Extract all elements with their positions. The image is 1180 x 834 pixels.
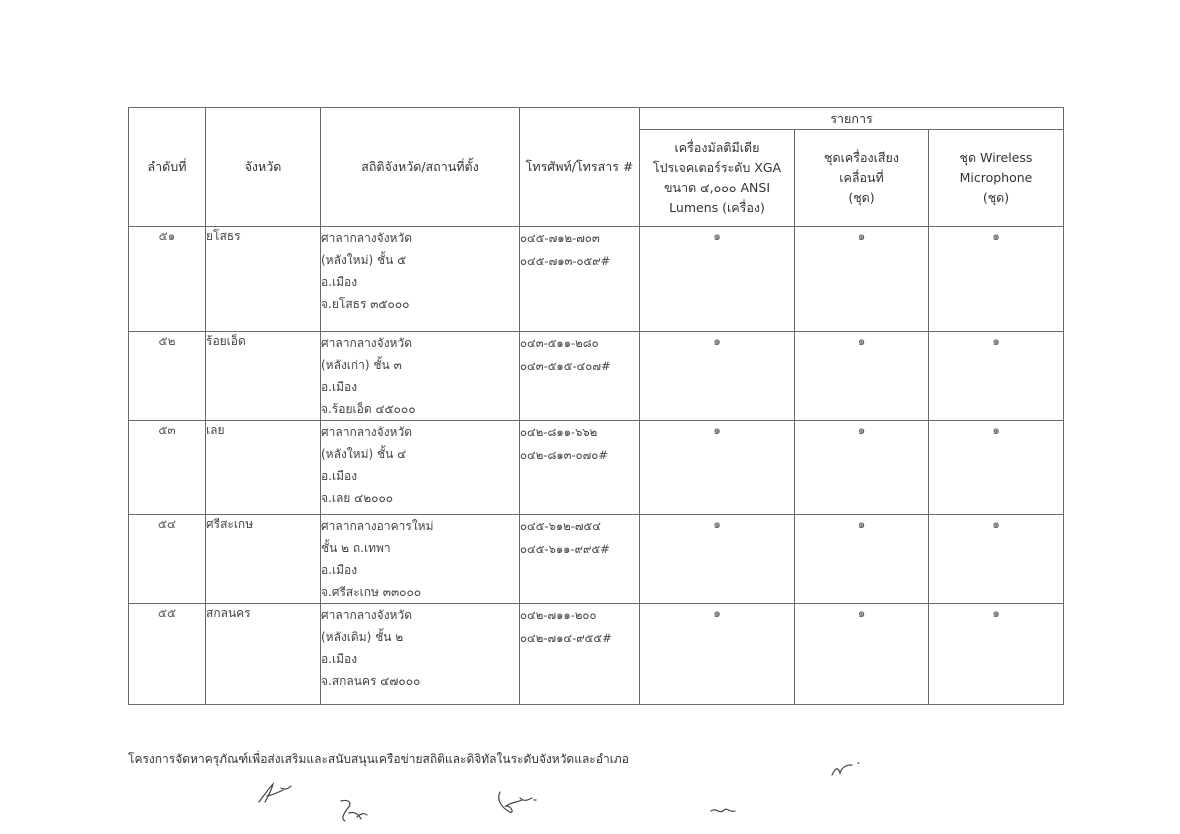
header-items-group: รายการ bbox=[640, 108, 1064, 130]
equipment-table bbox=[128, 107, 1064, 705]
table-row bbox=[129, 227, 1064, 332]
header-sound-system: ชุดเครื่องเสียง เคลื่อนที่ (ชุด) bbox=[795, 130, 929, 227]
row-address: ศาลากลางอาคารใหม่ ชั้น ๒ ถ.เทพา อ.เมือง จ.ศรีสะเกษ ๓๓๐๐๐ bbox=[321, 515, 520, 604]
row-phones: ๐๔๕-๗๑๒-๗๐๓ ๐๔๕-๗๑๓-๐๕๙# bbox=[520, 227, 640, 332]
header-office: สถิติจังหวัด/สถานที่ตั้ง bbox=[321, 108, 520, 227]
table-row bbox=[129, 604, 1064, 705]
row-projector-qty: ๑ bbox=[640, 227, 795, 332]
row-province: ยโสธร bbox=[206, 227, 321, 332]
table-row bbox=[129, 515, 1064, 604]
row-sound-qty: ๑ bbox=[795, 227, 929, 332]
header-projector: เครื่องมัลติมีเดีย โปรเจคเตอร์ระดับ XGA ขนาด ๔,๐๐๐ ANSI Lumens (เครื่อง) bbox=[640, 130, 795, 227]
row-address: ศาลากลางจังหวัด (หลังเดิม) ชั้น ๒ อ.เมือง จ.สกลนคร ๔๗๐๐๐ bbox=[321, 604, 520, 705]
row-number: ๕๒ bbox=[129, 332, 206, 421]
row-sound-qty: ๑ bbox=[795, 604, 929, 705]
row-province: สกลนคร bbox=[206, 604, 321, 705]
table-row bbox=[129, 332, 1064, 421]
row-province: ศรีสะเกษ bbox=[206, 515, 321, 604]
row-phones: ๐๔๕-๖๑๒-๗๕๔ ๐๔๕-๖๑๑-๙๙๕# bbox=[520, 515, 640, 604]
footer-project-title: โครงการจัดหาครุภัณฑ์เพื่อส่งเสริมและสนับสนุนเครือข่ายสถิติและดิจิทัลในระดับจังหวัดและอำเภอ bbox=[128, 752, 629, 766]
row-number: ๕๕ bbox=[129, 604, 206, 705]
row-mic-qty: ๑ bbox=[929, 227, 1064, 332]
row-address: ศาลากลางจังหวัด (หลังใหม่) ชั้น ๔ อ.เมือง จ.เลย ๔๒๐๐๐ bbox=[321, 421, 520, 515]
header-province: จังหวัด bbox=[206, 108, 321, 227]
signature-mark bbox=[335, 795, 371, 825]
row-number: ๕๔ bbox=[129, 515, 206, 604]
row-projector-qty: ๑ bbox=[640, 421, 795, 515]
signature-mark bbox=[255, 780, 295, 806]
row-mic-qty: ๑ bbox=[929, 604, 1064, 705]
row-sound-qty: ๑ bbox=[795, 421, 929, 515]
row-mic-qty: ๑ bbox=[929, 421, 1064, 515]
row-projector-qty: ๑ bbox=[640, 515, 795, 604]
row-phones: ๐๔๓-๕๑๑-๒๘๐ ๐๔๓-๕๑๕-๔๐๗# bbox=[520, 332, 640, 421]
row-mic-qty: ๑ bbox=[929, 515, 1064, 604]
header-phone: โทรศัพท์/โทรสาร # bbox=[520, 108, 640, 227]
row-number: ๕๑ bbox=[129, 227, 206, 332]
row-sound-qty: ๑ bbox=[795, 332, 929, 421]
row-sound-qty: ๑ bbox=[795, 515, 929, 604]
row-mic-qty: ๑ bbox=[929, 332, 1064, 421]
row-province: ร้อยเอ็ด bbox=[206, 332, 321, 421]
header-order: ลำดับที่ bbox=[129, 108, 206, 227]
signature-mark bbox=[828, 757, 864, 779]
row-projector-qty: ๑ bbox=[640, 604, 795, 705]
row-phones: ๐๔๒-๗๑๑-๒๐๐ ๐๔๒-๗๑๔-๙๕๕# bbox=[520, 604, 640, 705]
row-province: เลย bbox=[206, 421, 321, 515]
row-phones: ๐๔๒-๘๑๑-๖๖๒ ๐๔๒-๘๑๓-๐๗๐# bbox=[520, 421, 640, 515]
row-projector-qty: ๑ bbox=[640, 332, 795, 421]
row-address: ศาลากลางจังหวัด (หลังใหม่) ชั้น ๕ อ.เมือง จ.ยโสธร ๓๕๐๐๐ bbox=[321, 227, 520, 332]
row-address: ศาลากลางจังหวัด (หลังเก่า) ชั้น ๓ อ.เมือง จ.ร้อยเอ็ด ๔๕๐๐๐ bbox=[321, 332, 520, 421]
header-wireless-mic: ชุด Wireless Microphone (ชุด) bbox=[929, 130, 1064, 227]
table-row bbox=[129, 421, 1064, 515]
row-number: ๕๓ bbox=[129, 421, 206, 515]
signature-mark bbox=[492, 788, 540, 820]
signature-mark bbox=[708, 803, 738, 819]
